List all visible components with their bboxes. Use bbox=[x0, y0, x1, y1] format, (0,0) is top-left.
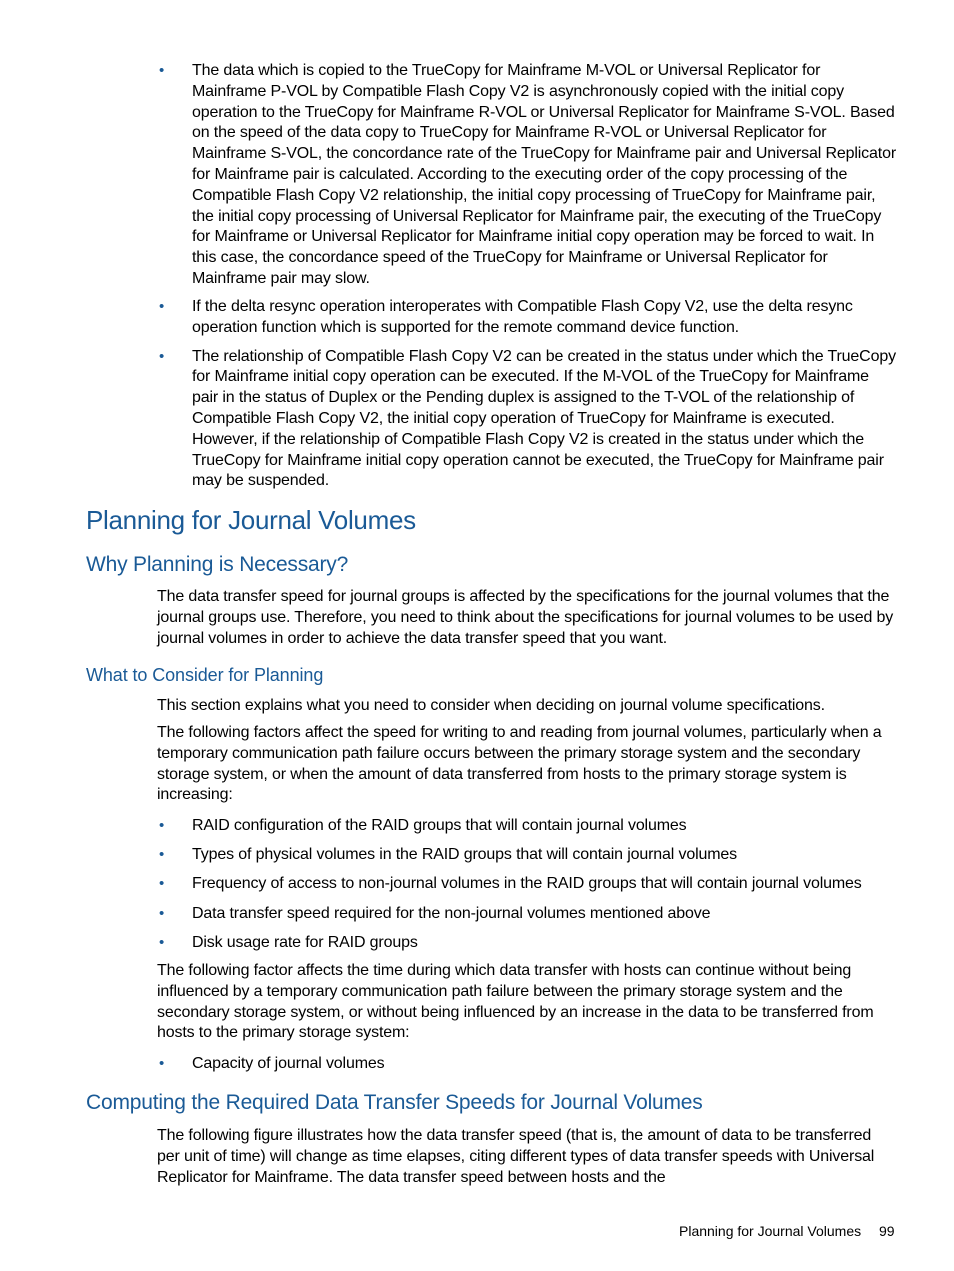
list-item: • Frequency of access to non-journal volumes in the RAID groups that will contain journal volumes bbox=[192, 874, 898, 895]
heading-what-to-consider: What to Consider for Planning bbox=[86, 665, 324, 685]
list-item: • RAID configuration of the RAID groups that will contain journal volumes bbox=[192, 816, 898, 837]
consider-factors-paragraph: The following factors affect the speed for writing to and reading from journal volumes, particularly when a temporary communication path failure occurs between the primary storage system and the secondary storage system, or when the amount of data transferred from hosts to the primary storage system is increasing: bbox=[157, 724, 882, 804]
heading-why-planning: Why Planning is Necessary? bbox=[86, 553, 349, 576]
list-item: • Data transfer speed required for the non-journal volumes mentioned above bbox=[192, 904, 898, 925]
factor-bullet-list bbox=[192, 816, 898, 962]
list-item: • Capacity of journal volumes bbox=[192, 1054, 898, 1075]
interoperation-bullet-list bbox=[192, 61, 898, 500]
list-item: • Types of physical volumes in the RAID groups that will contain journal volumes bbox=[192, 845, 898, 866]
footer-page-number: 99 bbox=[879, 1223, 895, 1239]
footer-section-title: Planning for Journal Volumes bbox=[679, 1223, 862, 1239]
list-item: • The data which is copied to the TrueCopy for Mainframe M-VOL or Universal Replicator for Mainframe P-VOL by Compatible Flash Copy V2 is asynchronously copied with the initial copy operation to the TrueCopy for Mainframe R-VOL or Universal Replicator for Mainframe S-VOL. Based on the speed of the data copy to TrueCopy for Mainframe R-VOL or Universal Replicator for Mainframe S-VOL, the concordance rate of the TrueCopy for Mainframe pair and Universal Replicator for Mainframe pair is calculated. According to the executing order of the copy processing of the Compatible Flash Copy V2 relationship, the initial copy processing of TrueCopy for Mainframe pair, the initial copy processing of Universal Replicator for Mainframe pair, the executing of the TrueCopy for Mainframe or Universal Replicator for Mainframe initial copy operation may be forced to wait. In this case, the concordance speed of the TrueCopy for Mainframe or Universal Replicator for Mainframe pair may slow. bbox=[192, 61, 898, 290]
capacity-bullet-list bbox=[192, 1054, 898, 1083]
list-item: • The relationship of Compatible Flash Copy V2 can be created in the status under which the TrueCopy for Mainframe initial copy operation can be executed. If the M-VOL of the TrueCopy for Mainframe pair in the status of Duplex or the Pending duplex is assigned to the T-VOL of the relationship of Compatible Flash Copy V2, the initial copy operation of TrueCopy for Mainframe is executed. However, if the relationship of Compatible Flash Copy V2 is created in the status under which the TrueCopy for Mainframe initial copy operation cannot be executed, the TrueCopy for Mainframe pair may be suspended. bbox=[192, 347, 898, 493]
consider-intro-paragraph: This section explains what you need to consider when deciding on journal volume specifications. bbox=[157, 697, 825, 714]
heading-planning-journal-volumes: Planning for Journal Volumes bbox=[86, 505, 416, 535]
list-item: • Disk usage rate for RAID groups bbox=[192, 933, 898, 954]
list-item: • If the delta resync operation interoperates with Compatible Flash Copy V2, use the delta resync operation function which is supported for the remote command device function. bbox=[192, 297, 898, 339]
why-paragraph: The data transfer speed for journal groups is affected by the specifications for the journal volumes that the journal groups use. Therefore, you need to think about the specifications for journal volumes to be used by journal volumes in order to achieve the data transfer speed that you want. bbox=[157, 588, 894, 647]
computing-paragraph: The following figure illustrates how the data transfer speed (that is, the amount of data to be transferred per unit of time) will change as time elapses, citing different types of data transfer speeds with Universal Replicator for Mainframe. The data transfer speed between hosts and the bbox=[157, 1127, 875, 1186]
heading-computing-transfer-speeds: Computing the Required Data Transfer Speeds for Journal Volumes bbox=[86, 1091, 703, 1114]
time-factor-paragraph: The following factor affects the time during which data transfer with hosts can continue without being influenced by a temporary communication path failure between the primary storage system and the secondary storage system, or without being influenced by an increase in the data to be transferred from hosts to the primary storage system: bbox=[157, 962, 874, 1042]
